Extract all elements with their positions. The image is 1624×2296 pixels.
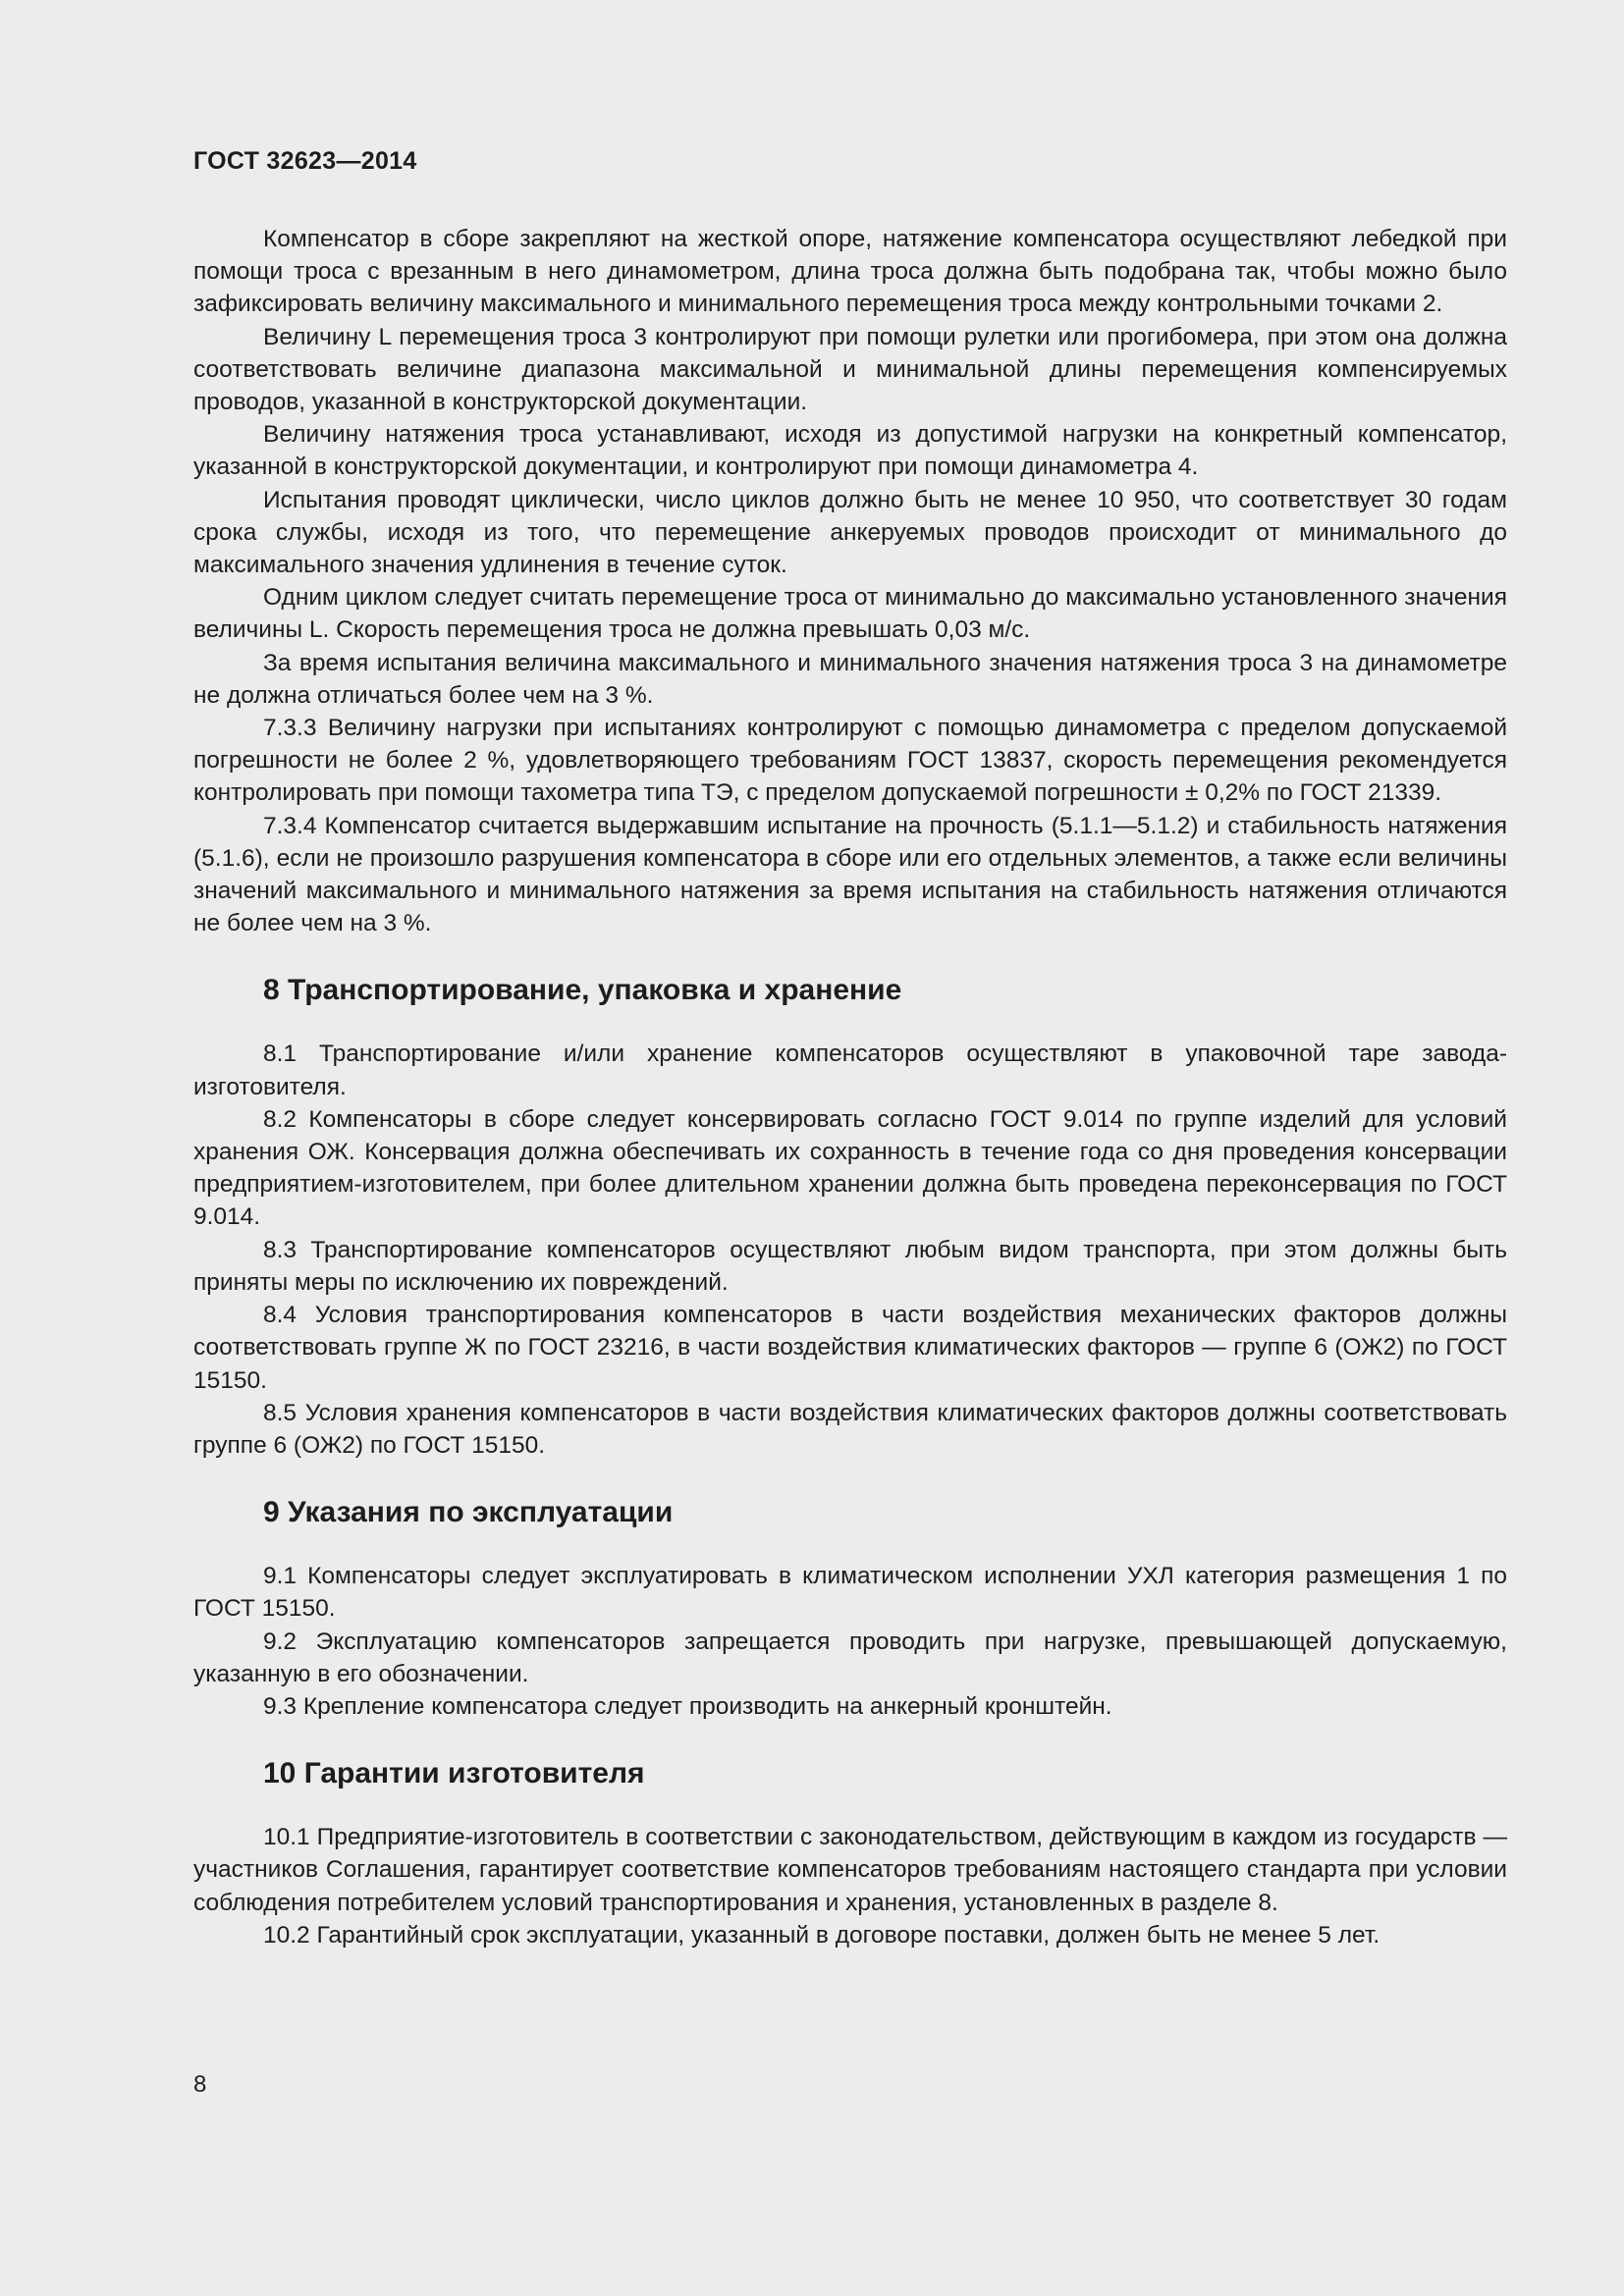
paragraph: 8.3 Транспортирование компенсаторов осуществляют любым видом транспорта, при этом должны быть приняты меры по исключению их повреждений.: [193, 1236, 1507, 1296]
paragraph: 10.1 Предприятие-изготовитель в соответствии с законодательством, действующим в каждом из государств — участников Соглашения, гарантирует соответствие компенсаторов требованиям настоящего стандарта при условии соблюдения потребителем условий транспортирования и хранения, установленных в разделе 8.: [193, 1824, 1507, 1916]
section-heading-8: 8 Транспортирование, упаковка и хранение: [263, 974, 902, 1007]
paragraph: 7.3.3 Величину нагрузки при испытаниях контролируют с помощью динамометра с пределом допускаемой погрешности не более 2 %, удовлетворяющего требованиям ГОСТ 13837, скорость перемещения рекомендуется контролировать при помощи тахометра типа ТЭ, с пределом допускаемой погрешности ± 0,2% по ГОСТ 21339.: [193, 715, 1507, 807]
paragraph: 7.3.4 Компенсатор считается выдержавшим испытание на прочность (5.1.1—5.1.2) и стабильность натяжения (5.1.6), если не произошло разрушения компенсатора в сборе или его отдельных элементов, а также если величины значений максимального и минимального натяжения за время испытания на стабильность натяжения отличаются не более чем на 3 %.: [193, 812, 1507, 937]
page-number: 8: [193, 2071, 207, 2098]
document-header-id: ГОСТ 32623—2014: [193, 147, 417, 175]
paragraph: Испытания проводят циклически, число циклов должно быть не менее 10 950, что соответствует 30 годам срока службы, исходя из того, что перемещение анкеруемых проводов происходит от минимального до максимального значения удлинения в течение суток.: [193, 486, 1507, 579]
section-heading-10: 10 Гарантии изготовителя: [263, 1757, 645, 1790]
paragraph: 9.1 Компенсаторы следует эксплуатировать в климатическом исполнении УХЛ категория размещения 1 по ГОСТ 15150.: [193, 1563, 1507, 1623]
paragraph: 8.4 Условия транспортирования компенсаторов в части воздействия механических факторов должны соответствовать группе Ж по ГОСТ 23216, в части воздействия климатических факторов — группе 6 (ОЖ2) по ГОСТ 15150.: [193, 1302, 1507, 1394]
paragraph: 10.2 Гарантийный срок эксплуатации, указанный в договоре поставки, должен быть не менее 5 лет.: [263, 1921, 1380, 1949]
document-body: [193, 223, 1507, 1951]
paragraph: Величину натяжения троса устанавливают, исходя из допустимой нагрузки на конкретный компенсатор, указанной в конструкторской документации, и контролируют при помощи динамометра 4.: [193, 421, 1507, 481]
paragraph: 8.1 Транспортирование и/или хранение компенсаторов осуществляют в упаковочной таре завода-изготовителя.: [193, 1041, 1507, 1100]
paragraph: Компенсатор в сборе закрепляют на жесткой опоре, натяжение компенсатора осуществляют лебедкой при помощи троса с врезанным в него динамометром, длина троса должна быть подобрана так, чтобы можно было зафиксировать величину максимального и минимального перемещения троса между контрольными точками 2.: [193, 226, 1507, 318]
paragraph: 8.5 Условия хранения компенсаторов в части воздействия климатических факторов должны соответствовать группе 6 (ОЖ2) по ГОСТ 15150.: [193, 1399, 1507, 1459]
section-heading-9: 9 Указания по эксплуатации: [263, 1496, 674, 1529]
paragraph: 9.2 Эксплуатацию компенсаторов запрещается проводить при нагрузке, превышающей допускаемую, указанную в его обозначении.: [193, 1628, 1507, 1687]
paragraph: 8.2 Компенсаторы в сборе следует консервировать согласно ГОСТ 9.014 по группе изделий для условий хранения ОЖ. Консервация должна обеспечивать их сохранность в течение года со дня проведения консервации предприятием-изготовителем, при более длительном хранении должна быть проведена переконсервация по ГОСТ 9.014.: [193, 1105, 1507, 1231]
paragraph: За время испытания величина максимального и минимального значения натяжения троса 3 на динамометре не должна отличаться более чем на 3 %.: [193, 649, 1507, 709]
paragraph: 9.3 Крепление компенсатора следует производить на анкерный кронштейн.: [263, 1692, 1112, 1720]
paragraph: Одним циклом следует считать перемещение троса от минимально до максимально установленного значения величины L. Скорость перемещения троса не должна превышать 0,03 м/с.: [193, 584, 1507, 644]
paragraph: Величину L перемещения троса 3 контролируют при помощи рулетки или прогибомера, при этом она должна соответствовать величине диапазона максимальной и минимальной длины перемещения компенсируемых проводов, указанной в конструкторской документации.: [193, 323, 1507, 416]
